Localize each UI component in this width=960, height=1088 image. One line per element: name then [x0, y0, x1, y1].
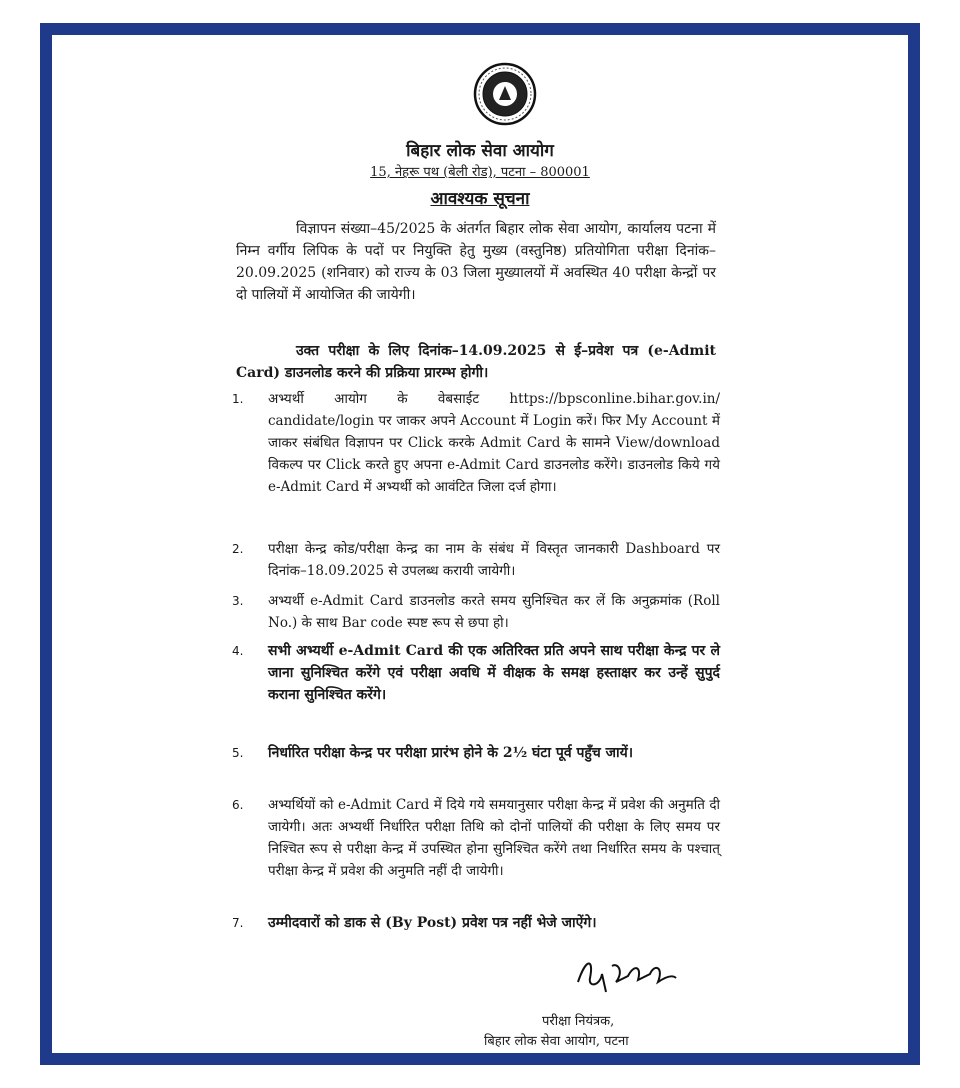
list-item	[228, 640, 720, 706]
item-number: 5.	[232, 746, 244, 760]
item-text: अभ्यर्थी आयोग के वेबसाईट https://bpsconline.bihar.gov.in/ candidate/login पर जाकर अपने Account में Login करें। फिर My Account में जाकर संबंधित विज्ञापन पर Click करके Admit Card के सामने View/download विकल्प पर Click करते हुए अपना e-Admit Card डाउनलोड करेंगे। डाउनलोड किये गये e-Admit Card में अभ्यर्थी को आवंटित जिला दर्ज होगा।	[268, 391, 720, 495]
signatory-office: बिहार लोक सेवा आयोग, पटना	[484, 1034, 629, 1049]
admit-card-notice: उक्त परीक्षा के लिए दिनांक–14.09.2025 से ई–प्रवेश पत्र (e-Admit Card) डाउनलोड करने की प्रक्रिया प्रारम्भ होगी।	[236, 343, 716, 381]
item-text: अभ्यर्थी e-Admit Card डाउनलोड करते समय सुनिश्चित कर लें कि अनुक्रमांक (Roll No.) के साथ Bar code स्पष्ट रूप से छपा हो।	[268, 593, 720, 631]
organization-address: 15, नेहरू पथ (बेली रोड), पटना – 800001	[370, 165, 590, 180]
list-item	[228, 742, 720, 764]
item-number: 7.	[232, 916, 244, 930]
item-text: परीक्षा केन्द्र कोड/परीक्षा केन्द्र का नाम के संबंध में विस्तृत जानकारी Dashboard पर दिनांक–18.09.2025 से उपलब्ध करायी जायेगी।	[268, 541, 720, 579]
item-number: 6.	[232, 798, 244, 812]
item-number: 4.	[232, 644, 244, 658]
item-number: 2.	[232, 542, 244, 556]
item-text: सभी अभ्यर्थी e-Admit Card की एक अतिरिक्त प्रति अपने साथ परीक्षा केन्द्र पर ले जाना सुनिश्चित करेंगे एवं परीक्षा अवधि में वीक्षक के समक्ष हस्ताक्षर कर उन्हें सुपुर्द कराना सुनिश्चित करेंगे।	[268, 643, 720, 703]
list-item	[228, 794, 720, 882]
organization-name: बिहार लोक सेवा आयोग	[406, 141, 554, 161]
list-item	[228, 538, 720, 582]
bpsc-seal-emblem	[473, 62, 537, 126]
list-item	[228, 912, 720, 934]
item-number: 3.	[232, 594, 244, 608]
signature-block	[484, 1012, 629, 1052]
item-text: निर्धारित परीक्षा केन्द्र पर परीक्षा प्रारंभ होने के 2½ घंटा पूर्व पहुँच जायें।	[268, 745, 634, 761]
list-item	[228, 590, 720, 634]
intro-paragraph: विज्ञापन संख्या–45/2025 के अंतर्गत बिहार लोक सेवा आयोग, कार्यालय पटना में निम्न वर्गीय लिपिक के पदों पर नियुक्ति हेतु मुख्य (वस्तुनिष्ठ) प्रतियोगिता परीक्षा दिनांक–20.09.2025 (शनिवार) को राज्य के 03 जिला मुख्यालयों में अवस्थित 40 परीक्षा केन्द्रों पर दो पालियों में आयोजित की जायेगी।	[236, 221, 716, 303]
item-text: अभ्यर्थियों को e-Admit Card में दिये गये समयानुसार परीक्षा केन्द्र में प्रवेश की अनुमति दी जायेगी। अतः अभ्यर्थी निर्धारित परीक्षा तिथि को दोनों पालियों की परीक्षा के लिए समय पर निश्चित रूप से परीक्षा केन्द्र में उपस्थित होना सुनिश्चित करेंगे तथा निर्धारित समय के पश्चात् परीक्षा केन्द्र में प्रवेश की अनुमति नहीं दी जायेगी।	[268, 797, 720, 879]
handwritten-signature	[572, 952, 682, 996]
item-number: 1.	[232, 392, 244, 406]
list-item	[228, 388, 720, 498]
notice-title: आवश्यक सूचना	[430, 189, 530, 209]
item-text: उम्मीदवारों को डाक से (By Post) प्रवेश पत्र नहीं भेजे जाऐंगे।	[268, 915, 597, 931]
signatory-title: परीक्षा नियंत्रक,	[542, 1014, 615, 1029]
